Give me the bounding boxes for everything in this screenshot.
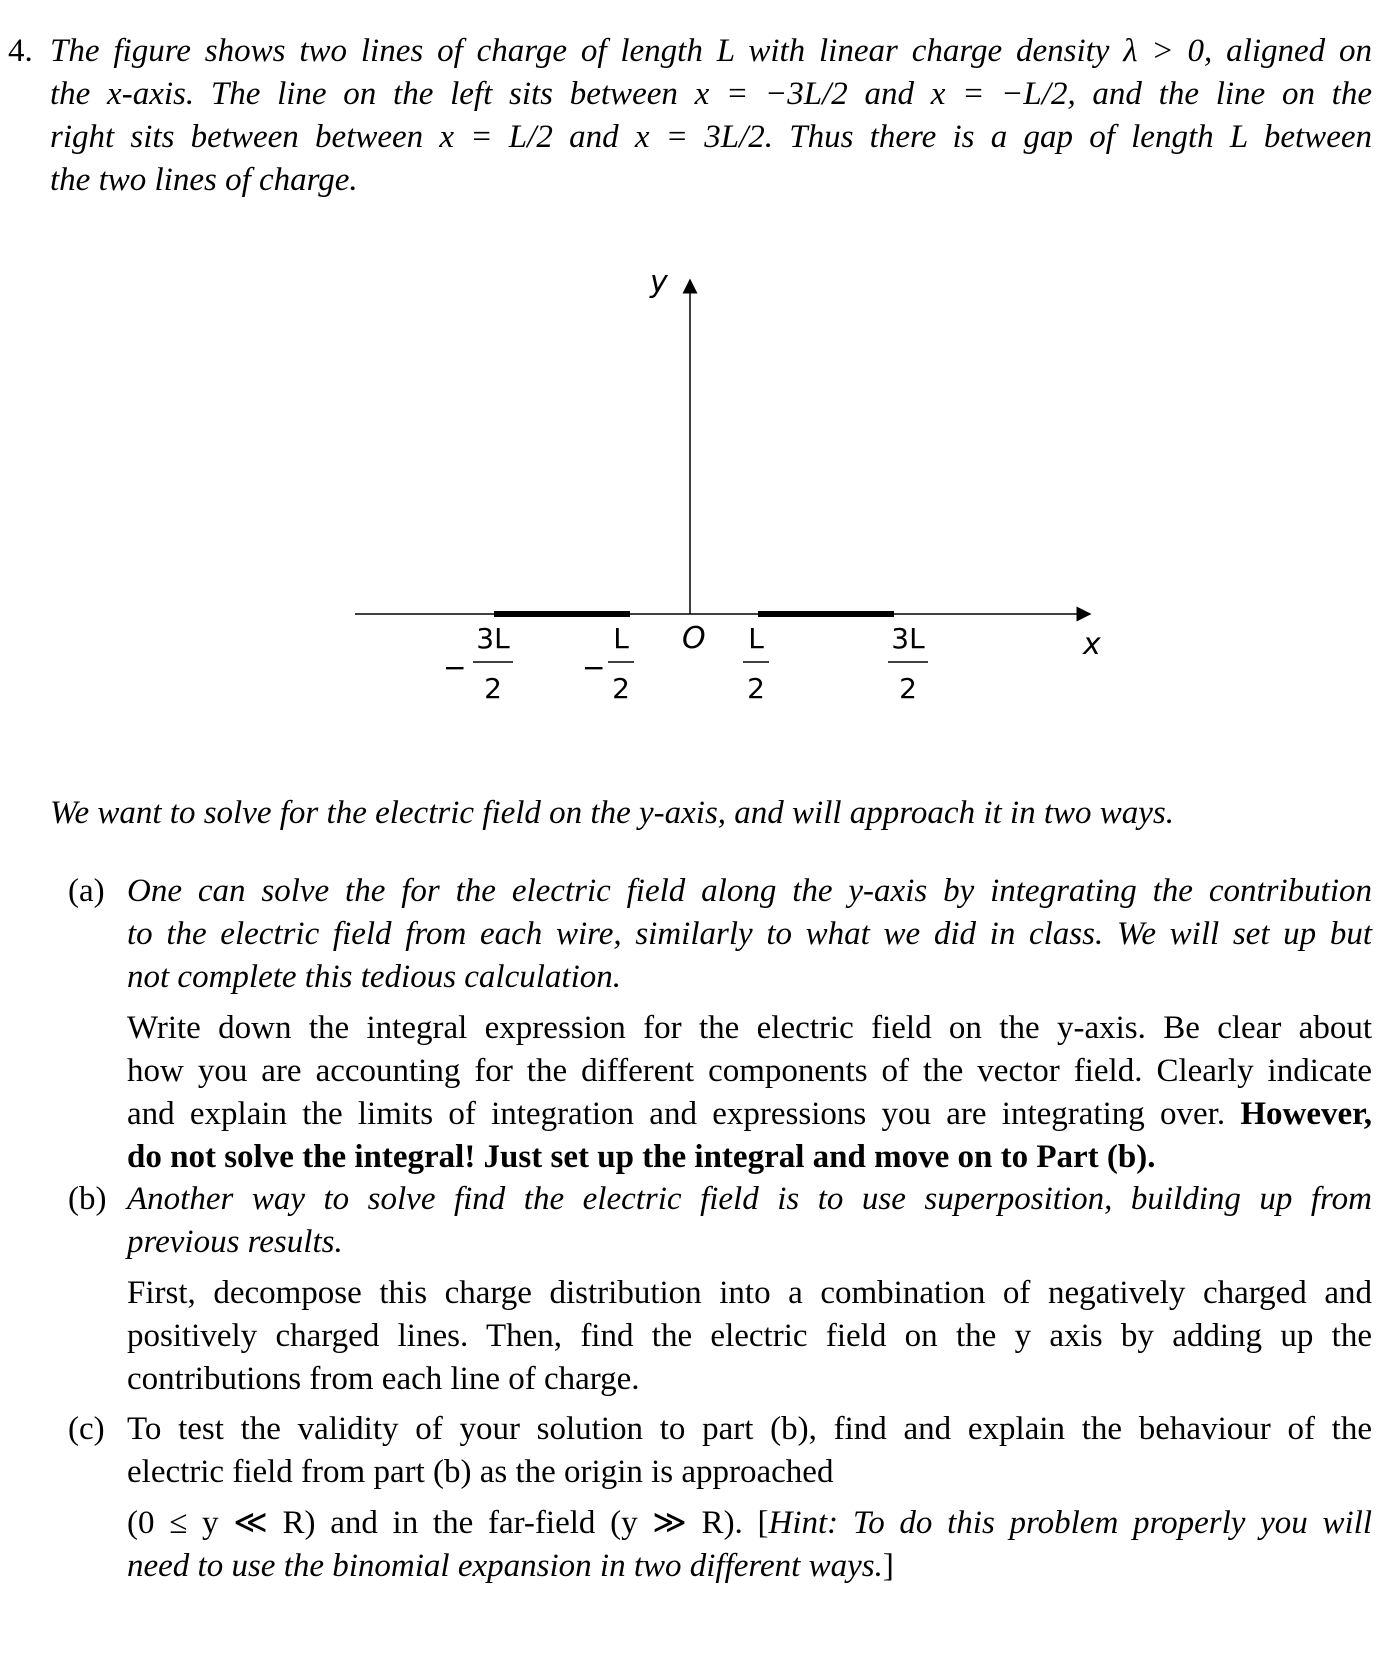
- part-c-body-line: electric field from part (b) as the origin is approached: [127, 1454, 834, 1490]
- intro-line: right sits between between x = L/2 and x = 3L/2. Thus there is a gap of length L between: [50, 119, 1372, 155]
- part-a-bold-line: do not solve the integral! Just set up the integral and move on to Part (b).: [127, 1139, 1156, 1175]
- tick-denominator: 2: [899, 672, 917, 705]
- intro-line: The figure shows two lines of charge of length L with linear charge density λ > 0, aligned on: [50, 33, 1372, 69]
- part-b-label: (b): [68, 1181, 107, 1217]
- goal-statement: [50, 792, 1372, 835]
- intro-line: the x-axis. The line on the left sits between x = −3L/2 and x = −L/2, and the line on the: [50, 76, 1372, 112]
- part-c-hint-text: need to use the binomial expansion in two different ways.: [127, 1548, 883, 1584]
- tick-numerator: 3L: [476, 622, 510, 655]
- part-b-body-line: contributions from each line of charge.: [127, 1361, 640, 1397]
- part-a-body-text: and explain the limits of integration and expressions you are integrating over.: [127, 1096, 1226, 1132]
- part-c-label: (c): [68, 1411, 105, 1447]
- charge-lines-figure: [0, 0, 1395, 760]
- goal-text: We want to solve for the electric field on the y-axis, and will approach it in two ways.: [50, 795, 1174, 831]
- part-b-body-line: positively charged lines. Then, find the electric field on the y axis by adding up the: [127, 1318, 1372, 1354]
- tick-neg-3L-over-2: [443, 622, 513, 705]
- part-b-italic-line: previous results.: [127, 1224, 343, 1260]
- tick-sign: −: [582, 651, 606, 684]
- part-c-limits-text: (0 ≤ y ≪ R) and in the far-field (y ≫ R). [: [127, 1505, 769, 1541]
- part-b: [127, 1178, 1372, 1401]
- part-a-body-line: Write down the integral expression for the electric field on the y-axis. Be clear about: [127, 1010, 1372, 1046]
- tick-sign: −: [443, 651, 467, 684]
- part-b-italic-line: Another way to solve find the electric field is to use superposition, building up from: [127, 1181, 1372, 1217]
- part-c-hint-line: [127, 1545, 1372, 1588]
- tick-numerator: 3L: [891, 622, 925, 655]
- part-c-bracket: ]: [882, 1548, 894, 1584]
- intro-line: the two lines of charge.: [50, 162, 358, 198]
- tick-denominator: 2: [747, 672, 765, 705]
- tick-3L-over-2: [888, 622, 928, 705]
- part-c-body-line: To test the validity of your solution to part (b), find and explain the behaviour of the: [127, 1411, 1372, 1447]
- part-a-italic-line: not complete this tedious calculation.: [127, 959, 622, 995]
- y-axis-label: y: [650, 265, 668, 300]
- part-a-label: (a): [68, 873, 105, 909]
- tick-numerator: L: [613, 622, 629, 655]
- problem-number: 4.: [8, 33, 33, 69]
- part-c: [127, 1408, 1372, 1588]
- part-a-body-line-with-bold: [127, 1093, 1372, 1136]
- tick-numerator: L: [748, 622, 764, 655]
- part-a-italic-line: One can solve the for the electric field along the y-axis by integrating the contribution: [127, 873, 1372, 909]
- part-a-italic-line: to the electric field from each wire, similarly to what we did in class. We will set up but: [127, 916, 1372, 952]
- part-a-bold-inline: However,: [1240, 1096, 1373, 1132]
- origin-label: O: [682, 621, 706, 656]
- part-a: [127, 870, 1372, 1179]
- tick-denominator: 2: [612, 672, 630, 705]
- part-c-hint-line: [127, 1502, 1372, 1545]
- x-axis-label: x: [1083, 627, 1101, 662]
- tick-L-over-2: [743, 622, 769, 705]
- part-a-body-line: how you are accounting for the different components of the vector field. Clearly indicate: [127, 1053, 1372, 1089]
- tick-denominator: 2: [484, 672, 502, 705]
- part-b-body-line: First, decompose this charge distribution into a combination of negatively charged and: [127, 1275, 1372, 1311]
- tick-neg-L-over-2: [582, 622, 634, 705]
- part-c-hint-text: Hint: To do this problem properly you will: [768, 1505, 1373, 1541]
